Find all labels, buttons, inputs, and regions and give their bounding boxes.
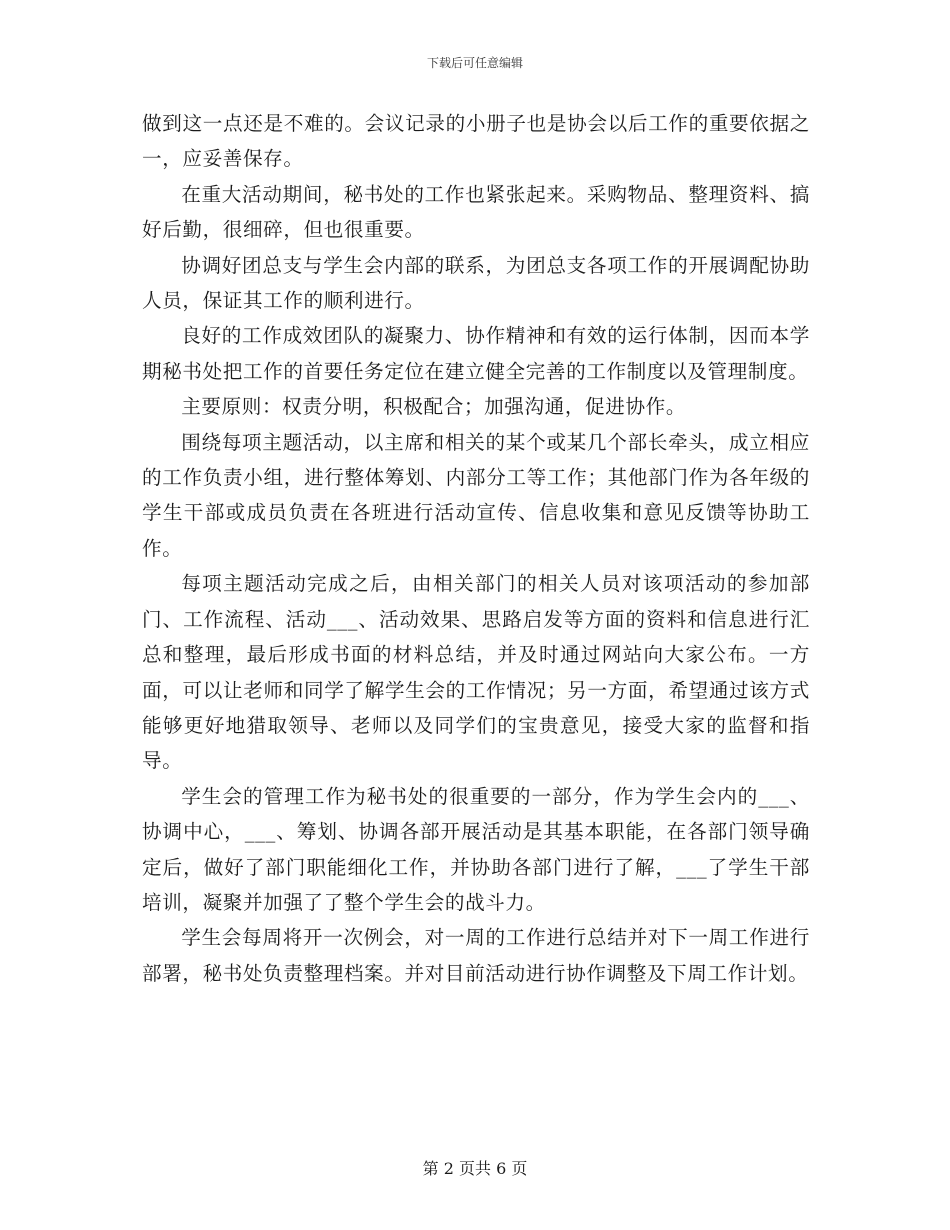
paragraph: 主要原则：权责分明，积极配合；加强沟通，促进协作。 <box>181 395 687 419</box>
paragraph: 在重大活动期间，秘书处的工作也紧张起来。采购物品、整理资料、搞好后勤，很细碎，但也很重要。 <box>142 182 810 242</box>
paragraph: 做到这一点还是不难的。会议记录的小册子也是协会以后工作的重要依据之一，应妥善保存。 <box>142 112 810 171</box>
document-body <box>142 106 810 991</box>
paragraph: 协调好团总支与学生会内部的联系，为团总支各项工作的开展调配协助人员，保证其工作的顺利进行。 <box>142 253 810 313</box>
paragraph: 学生会的管理工作为秘书处的很重要的一部分，作为学生会内的___、协调中心，___、筹划、协调各部开展活动是其基本职能，在各部门领导确定后，做好了部门职能细化工作，并协助各部门进行了解，___了学生干部培训，凝聚并加强了了整个学生会的战斗力。 <box>142 784 810 914</box>
paragraph: 每项主题活动完成之后，由相关部门的相关人员对该项活动的参加部门、工作流程、活动___、活动效果、思路启发等方面的资料和信息进行汇总和整理，最后形成书面的材料总结，并及时通过网站向大家公布。一方面，可以让老师和同学了解学生会的工作情况；另一方面，希望通过该方式能够更好地猎取领导、老师以及同学们的宝贵意见，接受大家的监督和指导。 <box>142 572 810 773</box>
paragraph: 良好的工作成效团队的凝聚力、协作精神和有效的运行体制，因而本学期秘书处把工作的首要任务定位在建立健全完善的工作制度以及管理制度。 <box>142 324 810 383</box>
paragraph: 围绕每项主题活动，以主席和相关的某个或某几个部长牵头，成立相应的工作负责小组，进行整体筹划、内部分工等工作；其他部门作为各年级的学生干部或成员负责在各班进行活动宣传、信息收集和意见反馈等协助工作。 <box>142 430 810 560</box>
page-header: 下载后可任意编辑 <box>426 56 523 70</box>
page-number: 第 2 页共 6 页 <box>422 1159 528 1178</box>
paragraph: 学生会每周将开一次例会，对一周的工作进行总结并对下一周工作进行部署，秘书处负责整理档案。并对目前活动进行协作调整及下周工作计划。 <box>142 926 810 985</box>
